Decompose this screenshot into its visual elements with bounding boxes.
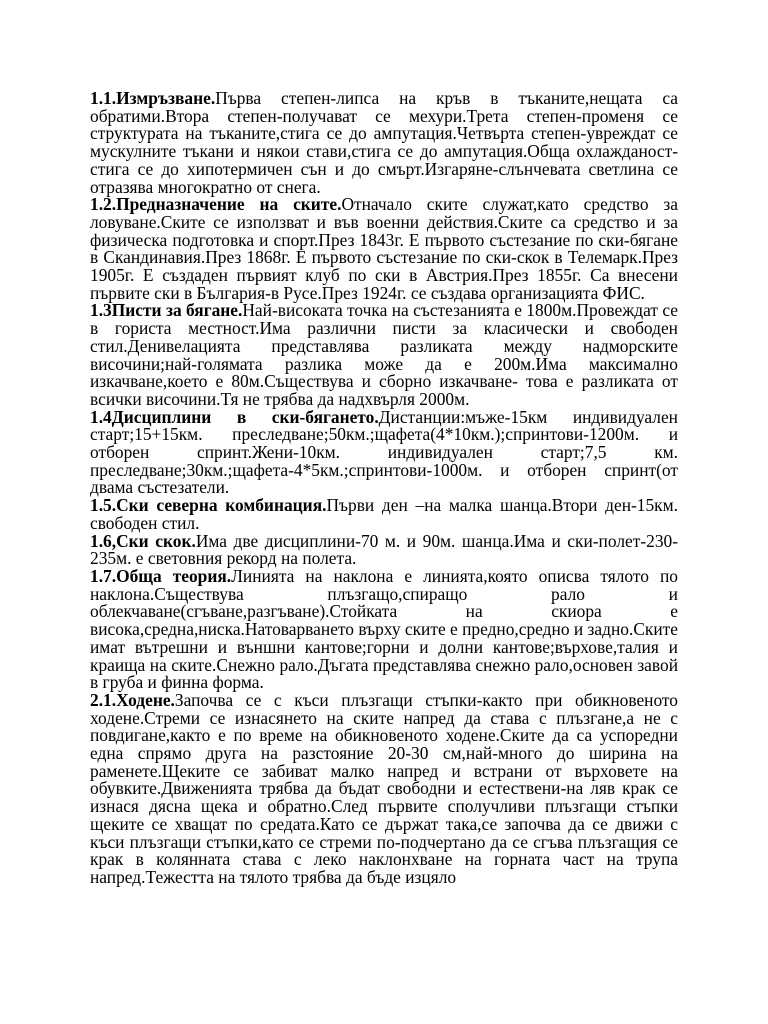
section-body: Линията на наклона е линията,която описва тялото по наклона.Съществува плъзгащо,спиращо рало и облекчаване(сгъване,разгъване).Стойката на скиора е висока,средна,ниска.Натоварването върху ските е предно,средно и задно.Ските имат вътрешни и външни кантове;горни и долни кантове;върхове,талия и краища на ските.Снежно рало.Дъгата представлява снежно рало,основен завой в груба и финна форма. bbox=[90, 565, 678, 693]
section-body: Първи ден –на малка шанца.Втори ден-15км. свободен стил. bbox=[90, 495, 678, 533]
section-general-theory bbox=[90, 565, 678, 693]
section-ski-jump bbox=[90, 530, 678, 569]
section-heading: 2.1.Ходене. bbox=[90, 689, 175, 710]
section-body: Започва се с къси плъзгащи стъпки-както при обикновеното ходене.Стреми се изнасянето на ските напред да става с плъзгане,а не с повдигане,както е по време на обикновеното ходене.Ските да са успоредни една спрямо друга на разстояние 20-30 см,най-много до ширина на раменете.Щеките се забиват малко напред и встрани от върховете на обувките.Движенията трябва да бъдат свободни и естествени-на ляв крак се изнася дясна щека и обратно.След първите сполучливи плъзгащи стъпки щеките се хващат по средата.Като се държат така,се започва да се движи с къси плъзгащи стъпки,като се стреми по-подчертано да се сгъва плъзгащия се крак в колянната става с леко наклонхване на горната част на трупа напред.Тежестта на тялото трябва да бъде изцяло bbox=[90, 689, 678, 887]
section-body: Първа степен-липса на кръв в тъканите,нещата са обратими.Втора степен-получават се мехури.Трета степен-променя се структурата на тъканите,стига се до ампутация.Четвърта степен-увреждат се мускулните тъкани и някои стави,стига се до ампутация.Обща охлажданост-стига се до хипотермичен сън и до смърт.Изгаряне-слънчевата светлина се отразява многократно от снега. bbox=[90, 88, 678, 197]
section-frostbite bbox=[90, 90, 678, 196]
section-heading: 1.1.Измръзване. bbox=[90, 88, 216, 108]
section-body: Най-високата точка на състезанията е 1800м.Провеждат се в гориста местност.Има различни писти за класически и свободен стил.Денивелацията представлява разликата между надморските височини;най-голямата разлика може да е 200м.Има максимално изкачване,което е 80м.Съществува и сборно изкачване- това е разликата от всички височини.Тя не трябва да надхвърля 2000м. bbox=[90, 300, 678, 409]
section-heading: 1.3Писти за бягане. bbox=[90, 300, 243, 321]
section-heading: 1.7.Обща теория. bbox=[90, 565, 232, 586]
section-heading: 1.2.Предназначение на ските. bbox=[90, 194, 342, 215]
document-page bbox=[90, 90, 678, 887]
section-heading: 1.6,Ски скок. bbox=[90, 530, 196, 551]
section-body: Дистанции:мъже-15км индивидуален старт;15+15км. преследване;50км.;щафета(4*10км.);спринтови-1200м. и отборен спринт.Жени-10км. индивидуален старт;7,5 км. преследване;30км.;щафета-4*5км.;спринтови-1000м. и отборен спринт(от двама състезатели. bbox=[90, 406, 678, 498]
section-walking bbox=[90, 689, 678, 887]
section-heading: 1.4Дисциплини в ски-бягането. bbox=[90, 406, 379, 427]
section-body: Има две дисциплини-70 м. и 90м. шанца.Има и ски-полет-230-235м. е световния рекорд на полета. bbox=[90, 530, 678, 569]
section-body: Отначало ските служат,като средство за ловуване.Ските се използват и във военни действия.Ските са средство и за физическа подготовка и спорт.През 1843г. Е първото състезание по ски-бягане в Скандинавия.През 1868г. Е първото състезание по ски-скок в Телемарк.През 1905г. Е създаден първият клуб по ски в Австрия.През 1855г. Са внесени първите ски в България-в Русе.През 1924г. се създава организацията ФИС. bbox=[90, 194, 678, 303]
section-heading: 1.5.Ски северна комбинация. bbox=[90, 495, 327, 516]
section-disciplines bbox=[90, 406, 678, 498]
section-race-tracks bbox=[90, 302, 678, 408]
section-nordic-combined bbox=[90, 497, 678, 532]
section-ski-purpose bbox=[90, 196, 678, 302]
